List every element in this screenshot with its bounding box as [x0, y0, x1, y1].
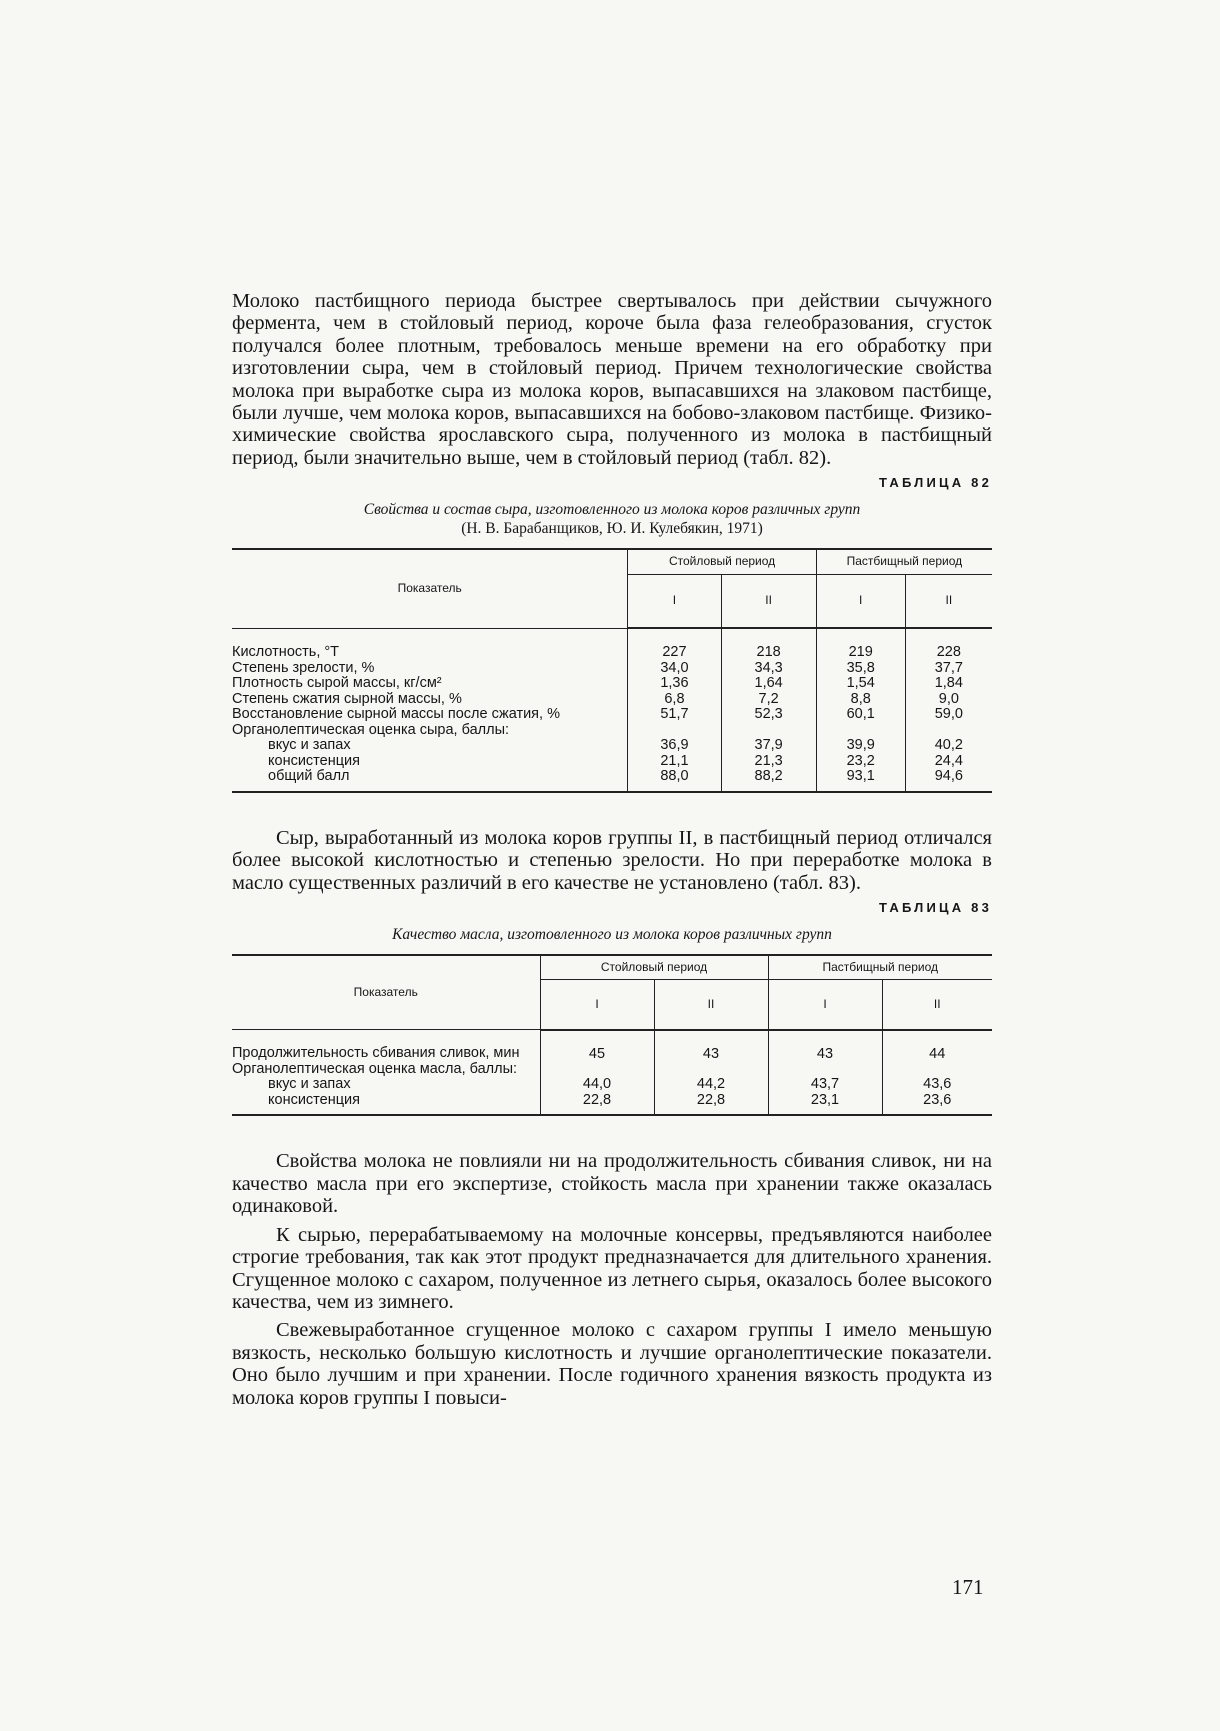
- table-cell: 59,0: [905, 707, 992, 723]
- table-83-pasture-header: Пастбищный период: [768, 955, 992, 980]
- table-82-caption-block: [232, 500, 992, 538]
- table-cell: [654, 1062, 768, 1077]
- table-cell: 34,3: [721, 661, 816, 677]
- table-cell: [628, 723, 721, 739]
- table-82-stall-header: Стойловый период: [628, 549, 816, 574]
- page-number: 171: [952, 1575, 984, 1599]
- table-82-pasture-header: Пастбищный период: [816, 549, 992, 574]
- paragraph-4: К сырью, перерабатываемому на молочные консервы, предъявляются наиболее строгие требования, так как этот продукт предназначается для длительного хранения. Сгущенное молоко с сахаром, полученное из летнего сырья, оказалось более высокого качества, чем из зимнего.: [232, 1223, 992, 1313]
- table-cell: 21,3: [721, 754, 816, 770]
- table-cell: 93,1: [816, 769, 905, 792]
- table-83: [232, 954, 992, 1117]
- table-cell: 9,0: [905, 692, 992, 708]
- table-cell: 88,2: [721, 769, 816, 792]
- row-label: Плотность сырой массы, кг/см²: [232, 675, 442, 692]
- row-label: Восстановление сырной массы после сжатия, %: [232, 706, 560, 723]
- table-row: [232, 723, 992, 739]
- table-cell: 22,8: [654, 1093, 768, 1116]
- table-cell: 34,0: [628, 661, 721, 677]
- table-cell: [816, 723, 905, 739]
- table-row: [232, 707, 992, 723]
- table-cell: 44: [882, 1030, 992, 1063]
- table-83-caption: Качество масла, изготовленного из молока коров различных групп: [392, 925, 832, 943]
- table-82-indicator-header: Показатель: [232, 549, 628, 628]
- table-83-pasture-group-2: II: [882, 980, 992, 1030]
- table-cell: 7,2: [721, 692, 816, 708]
- table-cell: [768, 1062, 882, 1077]
- table-row: [232, 738, 992, 754]
- paragraph-5: Свежевыработанное сгущенное молоко с сахаром группы I имело меньшую вязкость, несколько большую кислотность и лучшие органолептические показатели. Оно было лучшим и при хранении. После годичного хранения вязкость продукта из молока коров группы I повыси-: [232, 1319, 992, 1409]
- table-cell: 44,0: [540, 1077, 654, 1093]
- table-cell: 43,7: [768, 1077, 882, 1093]
- table-82-label: ТАБЛИЦА 82: [879, 475, 992, 491]
- row-label: консистенция: [268, 752, 360, 769]
- table-row: [232, 754, 992, 770]
- table-cell: 1,64: [721, 676, 816, 692]
- table-cell: 43: [768, 1030, 882, 1063]
- table-cell: [540, 1062, 654, 1077]
- table-row: [232, 1030, 992, 1063]
- table-82: [232, 548, 992, 793]
- table-cell: 24,4: [905, 754, 992, 770]
- paragraph-2: Сыр, выработанный из молока коров группы II, в пастбищный период отличался более высокой кислотностью и степенью зрелости. Но при переработке молока в масло существенных различий в его качестве не установлено (табл. 83).: [232, 826, 992, 894]
- table-82-caption: Свойства и состав сыра, изготовленного из молока коров различных групп: [363, 501, 861, 519]
- paragraph-3: Свойства молока не повлияли ни на продолжительность сбивания сливок, ни на качество масла при его экспертизе, стойкость масла при хранении также оказалась одинаковой.: [232, 1150, 992, 1218]
- table-cell: 39,9: [816, 738, 905, 754]
- row-label: Продолжительность сбивания сливок, мин: [232, 1045, 520, 1062]
- row-label: вкус и запах: [268, 737, 351, 754]
- table-82-pasture-group-2: II: [905, 574, 992, 628]
- table-cell: [905, 723, 992, 739]
- table-cell: 37,7: [905, 661, 992, 677]
- table-cell: 219: [816, 628, 905, 661]
- table-row: [232, 661, 992, 677]
- table-cell: 23,1: [768, 1093, 882, 1116]
- table-cell: 52,3: [721, 707, 816, 723]
- row-label: Кислотность, °Т: [232, 643, 340, 660]
- table-cell: 1,54: [816, 676, 905, 692]
- row-label: Степень зрелости, %: [232, 659, 375, 676]
- table-cell: 218: [721, 628, 816, 661]
- table-cell: 37,9: [721, 738, 816, 754]
- table-cell: 22,8: [540, 1093, 654, 1116]
- table-cell: 40,2: [905, 738, 992, 754]
- table-cell: 6,8: [628, 692, 721, 708]
- table-83-stall-group-1: I: [540, 980, 654, 1030]
- table-row: [232, 676, 992, 692]
- table-cell: 23,2: [816, 754, 905, 770]
- table-cell: 228: [905, 628, 992, 661]
- row-label: Органолептическая оценка сыра, баллы:: [232, 721, 510, 738]
- table-82-source: (Н. В. Барабанщиков, Ю. И. Кулебякин, 1971): [461, 520, 763, 538]
- row-label: Органолептическая оценка масла, баллы:: [232, 1061, 518, 1078]
- table-83-pasture-group-1: I: [768, 980, 882, 1030]
- table-cell: 43: [654, 1030, 768, 1063]
- table-83-stall-group-2: II: [654, 980, 768, 1030]
- page-content: [232, 290, 992, 1409]
- table-cell: 36,9: [628, 738, 721, 754]
- row-label: консистенция: [232, 1093, 540, 1116]
- table-cell: 8,8: [816, 692, 905, 708]
- paragraph-1: Молоко пастбищного периода быстрее свертывалось при действии сычужного фермента, чем в стойловый период, короче была фаза гелеобразования, сгусток получался более плотным, требовалось меньше времени на его обработку при изготовлении сыра, чем в стойловый период. Причем технологические свойства молока при выработке сыра из молока коров, выпасавшихся на злаковом пастбище, были лучше, чем молока коров, выпасавшихся на бобово-злаковом пастбище. Физико-химические свойства ярославского сыра, полученного из молока в пастбищный период, были значительно выше, чем в стойловый период (табл. 82).: [232, 290, 992, 469]
- table-cell: 88,0: [628, 769, 721, 792]
- table-cell: 23,6: [882, 1093, 992, 1116]
- row-label: общий балл: [232, 769, 628, 792]
- table-cell: 51,7: [628, 707, 721, 723]
- table-cell: 44,2: [654, 1077, 768, 1093]
- table-83-stall-header: Стойловый период: [540, 955, 768, 980]
- table-82-stall-group-2: II: [721, 574, 816, 628]
- row-label: вкус и запах: [268, 1076, 351, 1093]
- table-row: [232, 1077, 992, 1093]
- table-cell: 227: [628, 628, 721, 661]
- table-82-pasture-group-1: I: [816, 574, 905, 628]
- table-row: [232, 692, 992, 708]
- table-row: [232, 628, 992, 661]
- table-83-indicator-header: Показатель: [232, 955, 540, 1030]
- table-cell: 1,36: [628, 676, 721, 692]
- table-cell: 1,84: [905, 676, 992, 692]
- table-cell: [721, 723, 816, 739]
- table-cell: 45: [540, 1030, 654, 1063]
- table-cell: 43,6: [882, 1077, 992, 1093]
- table-row: [232, 769, 992, 792]
- table-row: [232, 1093, 992, 1116]
- table-cell: 35,8: [816, 661, 905, 677]
- table-83-caption-block: [232, 925, 992, 944]
- row-label: Степень сжатия сырной массы, %: [232, 690, 462, 707]
- table-row: [232, 1062, 992, 1077]
- table-cell: [882, 1062, 992, 1077]
- table-cell: 94,6: [905, 769, 992, 792]
- table-83-label: ТАБЛИЦА 83: [879, 899, 992, 915]
- table-82-stall-group-1: I: [628, 574, 721, 628]
- table-cell: 21,1: [628, 754, 721, 770]
- table-cell: 60,1: [816, 707, 905, 723]
